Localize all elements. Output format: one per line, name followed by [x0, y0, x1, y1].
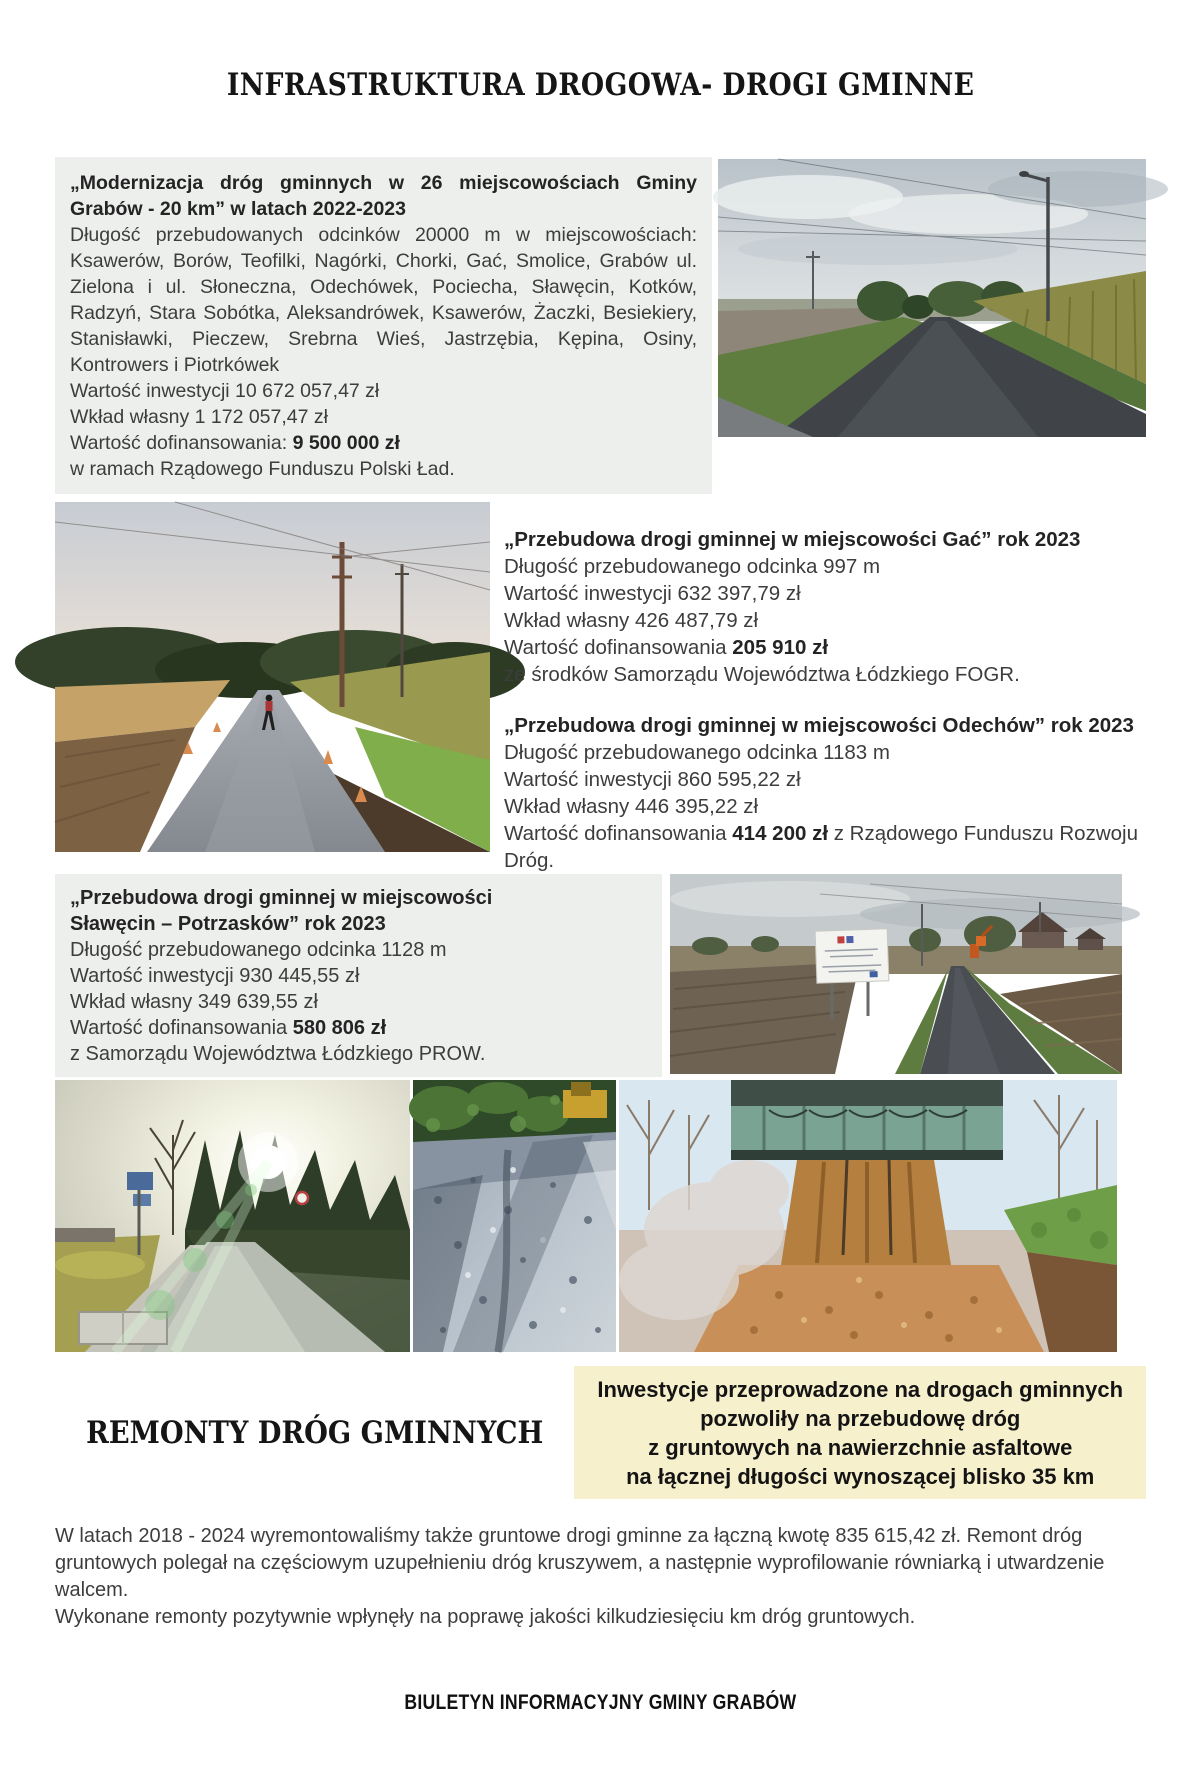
funding-label: Wartość dofinansowania	[70, 1017, 293, 1039]
section-odechow	[504, 712, 1146, 874]
section-heading: „Przebudowa drogi gminnej w miejscowości Gać” rok 2023	[504, 528, 1081, 551]
own-contribution-line: Wkład własny 1 172 057,47 zł	[70, 406, 328, 428]
funding-source-line: ze środków Samorządu Województwa Łódzkiego FOGR.	[504, 663, 1020, 686]
funding-source-inline: z Rządowego Funduszu Rozwoju Dróg.	[504, 822, 1138, 872]
photo-asphalt-road-cornfield	[718, 159, 1146, 437]
investment-line: Wartość inwestycji 860 595,22 zł	[504, 768, 801, 791]
section-body: Długość przebudowanych odcinków 20000 m w miejscowościach: Ksawerów, Borów, Teofilki, Nagórki, Chorki, Gać, Smolice, Grabów ul. Zielona i ul. Słoneczna, Odechówek, Pociecha, Sławęcin, Kotków, Radzyń, Stara Sobótka, Aleksandrówek, Ksawerów, Żaczki, Besiekiery, Stanisławki, Pieczew, Srebrna Wieś, Jastrzębia, Kępina, Osiny, Kontrowers i Piotrkówek	[70, 224, 697, 376]
photo-gravel-closeup	[413, 1080, 616, 1352]
funding-amount: 9 500 000 zł	[292, 432, 400, 454]
highlight-line: na łącznej długości wynoszącej blisko 35 km	[626, 1464, 1095, 1489]
remonty-heading-text: REMONTY DRÓG GMINNYCH	[86, 1414, 544, 1451]
photo-road-dusk-person	[55, 502, 490, 852]
remonty-highlight-box	[574, 1366, 1146, 1499]
own-contribution-line: Wkład własny 349 639,55 zł	[70, 991, 318, 1013]
highlight-line: pozwoliły na przebudowę dróg	[700, 1406, 1021, 1431]
section-heading: „Przebudowa drogi gminnej w miejscowości Sławęcin – Potrzasków” rok 2023	[70, 887, 493, 935]
own-contribution-line: Wkład własny 446 395,22 zł	[504, 795, 759, 818]
section-heading: „Modernizacja dróg gminnych w 26 miejscowościach Gminy Grabów - 20 km” w latach 2022-2023	[70, 172, 697, 220]
own-contribution-line: Wkład własny 426 487,79 zł	[504, 609, 759, 632]
photo-truck-dumping-gravel	[619, 1080, 1117, 1352]
remonty-heading	[55, 1415, 574, 1451]
column-projects	[504, 502, 1146, 874]
bulletin-page	[0, 66, 1201, 1765]
remonty-paragraph-2: Wykonane remonty pozytywnie wpłynęły na poprawę jakości kilkudziesięciu km dróg gruntowych.	[55, 1606, 916, 1628]
funding-label: Wartość dofinansowania	[504, 636, 733, 659]
footer-text: BIULETYN INFORMACYJNY GMINY GRABÓW	[404, 1691, 797, 1714]
length-line: Długość przebudowanego odcinka 1128 m	[70, 939, 447, 961]
section-modernizacja	[55, 157, 712, 494]
highlight-line: z gruntowych na nawierzchnie asfaltowe	[648, 1435, 1073, 1460]
photo-road-project-sign	[670, 874, 1122, 1074]
section-heading: „Przebudowa drogi gminnej w miejscowości Odechów” rok 2023	[504, 714, 1134, 737]
funding-line	[70, 430, 697, 456]
funding-amount: 414 200 zł	[732, 822, 829, 845]
row-slawecin	[55, 874, 1146, 1077]
funding-line	[504, 634, 1146, 661]
row-remonty	[55, 1366, 1146, 1499]
investment-line: Wartość inwestycji 930 445,55 zł	[70, 965, 360, 987]
page-title	[55, 66, 1146, 103]
row-modernizacja	[55, 157, 1146, 494]
footer	[55, 1691, 1146, 1715]
page-title-text: INFRASTRUKTURA DROGOWA- DROGI GMINNE	[226, 67, 975, 103]
section-slawecin	[55, 874, 662, 1077]
remonty-heading-area	[55, 1415, 574, 1451]
funding-line	[504, 820, 1146, 874]
length-line: Długość przebudowanego odcinka 1183 m	[504, 741, 890, 764]
funding-amount: 580 806 zł	[292, 1017, 387, 1039]
section-gac	[504, 526, 1146, 688]
funding-label: Wartość dofinansowania	[504, 822, 733, 845]
investment-line: Wartość inwestycji 10 672 057,47 zł	[70, 380, 380, 402]
funding-label: Wartość dofinansowania:	[70, 432, 293, 454]
funding-amount: 205 910 zł	[732, 636, 829, 659]
row-photo-strip	[55, 1080, 1146, 1352]
funding-source-line: z Samorządu Województwa Łódzkiego PROW.	[70, 1043, 486, 1065]
funding-line	[70, 1015, 647, 1041]
remonty-paragraph-1: W latach 2018 - 2024 wyremontowaliśmy także gruntowe drogi gminne za łączną kwotę 835 615,42 zł. Remont dróg gruntowych polegał na częściowym uzupełnieniu dróg kruszywem, a następnie wyprofilowanie równiarką i utwardzenie walcem.	[55, 1525, 1105, 1601]
investment-line: Wartość inwestycji 632 397,79 zł	[504, 582, 801, 605]
length-line: Długość przebudowanego odcinka 997 m	[504, 555, 881, 578]
row-gac-odechow	[55, 502, 1146, 874]
highlight-line: Inwestycje przeprowadzone na drogach gminnych	[597, 1377, 1124, 1402]
photo-sunny-road	[55, 1080, 410, 1352]
funding-source-line: w ramach Rządowego Funduszu Polski Ład.	[70, 458, 455, 480]
